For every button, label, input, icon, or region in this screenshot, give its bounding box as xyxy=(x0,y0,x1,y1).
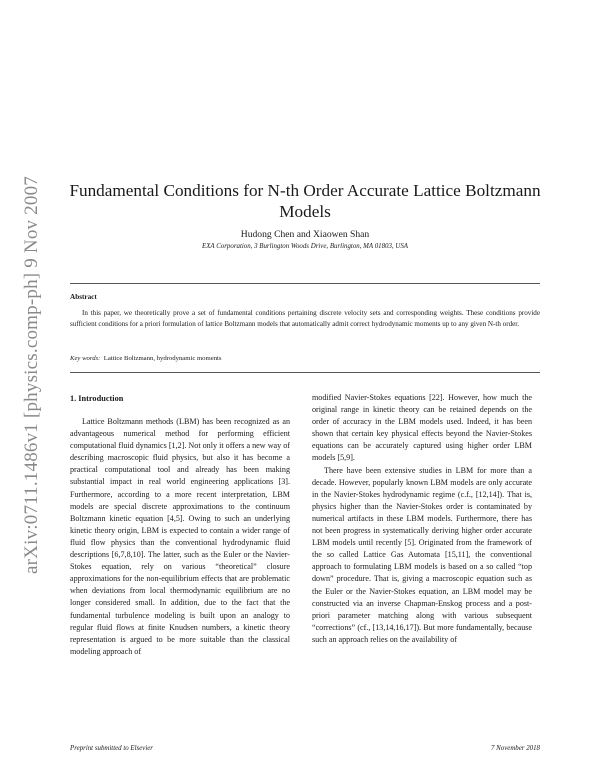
abstract-bottom-rule xyxy=(70,372,540,373)
abstract-heading: Abstract xyxy=(70,293,97,301)
abstract-top-rule xyxy=(70,283,540,284)
authors: Hudong Chen and Xiaowen Shan xyxy=(240,229,370,240)
paper-title: Fundamental Conditions for N-th Order Accurate Lattice Boltzmann Models xyxy=(69,181,541,221)
abstract-text: In this paper, we theoretically prove a set of fundamental conditions pertaining discrete velocity sets and corresponding weights. These conditions provide sufficient conditions for a priori formulation of lattice Boltzmann models that automatically admit correct hydrodynamic moments up to any given N-th order. xyxy=(70,309,540,329)
section-heading: 1. Introduction xyxy=(70,394,124,403)
paragraph: modified Navier-Stokes equations [22]. However, how much the original range in kinetic theory can be retained depends on the order of accuracy in the LBM models used. Indeed, it has been shown that certain key physical effects beyond the Navier-Stokes equations can be accurately captured using higher order LBM models [5,9]. xyxy=(312,393,532,463)
paragraph: There have been extensive studies in LBM for more than a decade. However, popularly known LBM models are only accurate in the Navier-Stokes hydrodynamic regime (c.f., [12,14]). That is, physics higher than the Navier-Stokes order is contaminated by numerical artifacts in these LBM models. Furthermore, there has not been progress in systematically deriving higher order accurate LBM models until recently [5]. Originated from the framework of the so called Lattice Gas Automata [15,11], the conventional approach to formulating LBM models is based on a so called “top down” procedure. That is, giving a macroscopic equation such as the Euler or the Navier-Stokes equation, an LBM model may be constructed via an inverse Chapman-Enskog process and a post-priori parameter matching along with various subsequent “corrections” (cf., [13,14,16,17]). But more fundamentally, because such an approach relies on the availability of xyxy=(312,465,532,644)
affiliation: EXA Corporation, 3 Burlington Woods Drive, Burlington, MA 01803, USA xyxy=(201,243,409,250)
footer-date: 7 November 2018 xyxy=(491,745,540,752)
paragraph: Lattice Boltzmann methods (LBM) has been recognized as an advantageous numerical method for performing efficient computational fluid dynamics [1,2]. Not only it offers a new way of describing macroscopic fluid physics, but also it has become a practical computational tool and already has been making substantial impact in real world engineering applications [3]. Furthermore, according to a more recent interpretation, LBM models are special discrete approximations to the continuum Boltzmann kinetic equation [4,5]. Owing to such an underlying kinetic theory origin, LBM is expected to contain a wider range of fluid flow physics than the conventional hydrodynamic fluid descriptions [6,7,8,10]. The latter, such as the Euler or the Navier-Stokes equation, rely on various “theoretical” closure approximations for the non-equilibrium effects that are problematic when deviations from local thermodynamic equilibrium are no longer considered small. In addition, due to the fact that the fundamental turbulence modeling is built upon an analogy to regular fluid flows at finite Knudsen numbers, a kinetic theory representation is argued to be more suitable than the classical modeling approach of xyxy=(70,417,290,656)
keywords-label: Key words: xyxy=(70,355,101,362)
arxiv-id-text: arXiv:0711.1486v1 [physics.comp-ph] 9 Nov 2007 xyxy=(21,176,42,574)
keywords xyxy=(70,355,222,362)
arxiv-sidebar-id xyxy=(20,155,44,595)
footer-preprint: Preprint submitted to Elsevier xyxy=(70,745,153,752)
body-column-right xyxy=(312,392,532,646)
keywords-text: Lattice Boltzmann, hydrodynamic moments xyxy=(103,355,222,362)
body-column-left xyxy=(70,416,290,658)
